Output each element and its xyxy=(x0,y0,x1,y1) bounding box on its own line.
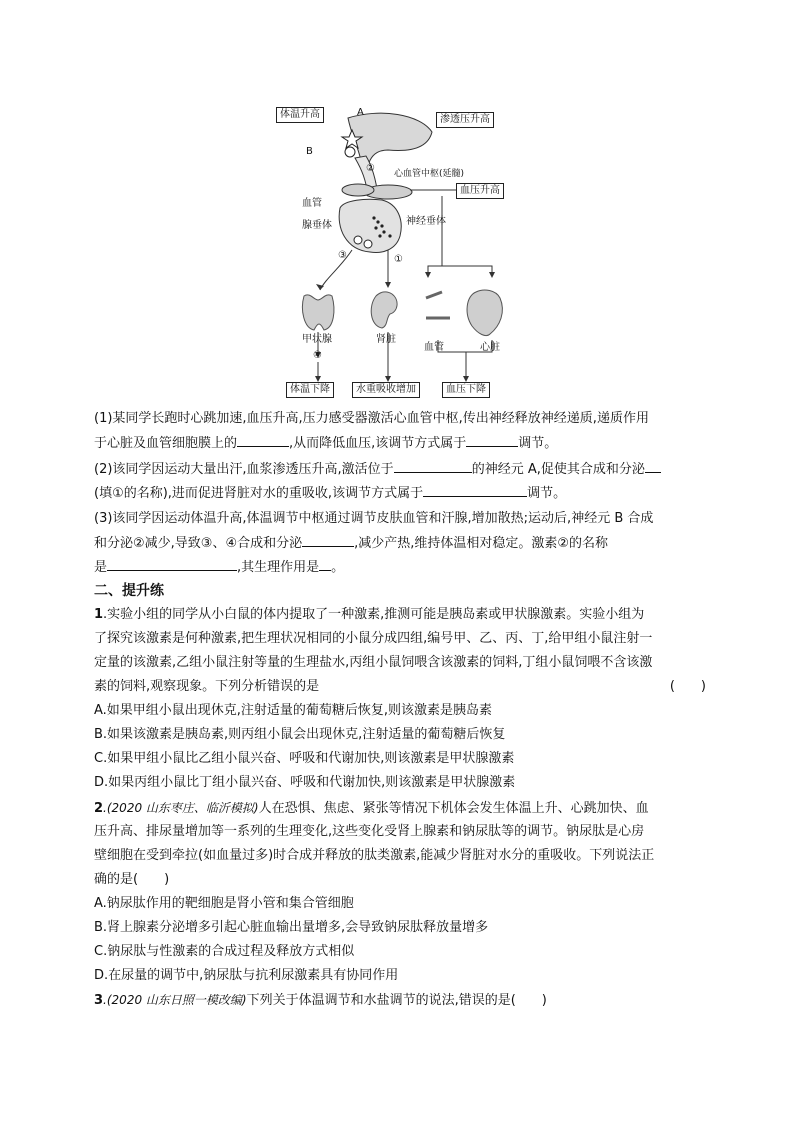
label-heart: 心脏 xyxy=(480,342,500,353)
label-hormone-4: ④ xyxy=(313,350,322,361)
label-hormone-2: ② xyxy=(366,163,375,174)
neuron-b xyxy=(345,147,355,157)
q-part1-line7a: 是 xyxy=(94,560,108,575)
answer-blank-3[interactable] xyxy=(394,458,472,473)
label-neuron-a: A xyxy=(357,107,364,118)
vessel-ring xyxy=(342,184,374,196)
gland-cell-1 xyxy=(354,236,362,244)
q1-option-c[interactable]: C.如果甲组小鼠比乙组小鼠兴奋、呼吸和代谢加快,则该激素是甲状腺激素 xyxy=(94,751,515,766)
q1-line4 xyxy=(94,676,706,698)
q1-line3: 定量的该激素,乙组小鼠注射等量的生理盐水,丙组小鼠饲喂含该激素的饲料,丁组小鼠饲喂不含该激 xyxy=(94,655,653,670)
q1-answer-paren[interactable]: ( ) xyxy=(669,679,706,694)
label-kidney: 肾脏 xyxy=(376,334,396,345)
q1-option-b[interactable]: B.如果该激素是胰岛素,则丙组小鼠会出现休克,注射适量的葡萄糖后恢复 xyxy=(94,727,506,742)
answer-blank-1[interactable] xyxy=(237,432,289,447)
vessel-shape xyxy=(426,292,450,318)
q2-option-a[interactable]: A.钠尿肽作用的靶细胞是肾小管和集合管细胞 xyxy=(94,896,354,911)
q-part1-line2b: ,从而降低血压,该调节方式属于 xyxy=(289,436,467,451)
label-cv-center: 心血管中枢(延髓) xyxy=(394,169,465,179)
q1-line4-text: 素的饲料,观察现象。下列分析错误的是 xyxy=(94,679,320,694)
q-part1-line4b: 调节。 xyxy=(527,486,567,501)
box-osmotic-up: 渗透压升高 xyxy=(436,112,494,128)
q2-source: .(2020 山东枣庄、临沂模拟) xyxy=(103,801,259,815)
q-part1-line4 xyxy=(94,482,706,505)
q-part1-line7 xyxy=(94,556,706,579)
box-body-temp-up: 体温升高 xyxy=(276,107,324,123)
label-adenohypophysis: 腺垂体 xyxy=(302,220,332,231)
q1-number: 1 xyxy=(94,607,104,622)
diagram-drawing xyxy=(270,100,510,400)
q1-option-d[interactable]: D.如果丙组小鼠比丁组小鼠兴奋、呼吸和代谢加快,则该激素是甲状腺激素 xyxy=(94,775,516,790)
q2-option-b[interactable]: B.肾上腺素分泌增多引起心脏血输出量增多,会导致钠尿肽释放量增多 xyxy=(94,920,489,935)
q-part1-line2 xyxy=(94,432,706,455)
q-part1-line3a: (2)该同学因运动大量出汗,血浆渗透压升高,激活位于 xyxy=(94,462,394,477)
box-water-reabsorb: 水重吸收增加 xyxy=(352,382,420,398)
label-vessel: 血管 xyxy=(424,342,444,353)
label-hormone-3: ③ xyxy=(338,250,347,261)
q-part1-line4a: (填①的名称),进而促进肾脏对水的重吸收,该调节方式属于 xyxy=(94,486,424,501)
answer-blank-7[interactable] xyxy=(107,556,237,571)
q3-source: .(2020 山东日照一模改编) xyxy=(103,993,247,1007)
q-part1-line1: (1)某同学长跑时心跳加速,血压升高,压力感受器激活心血管中枢,传出神经释放神经递质,递质作用 xyxy=(94,411,649,426)
box-bp-up: 血压升高 xyxy=(456,183,504,199)
q-part1-line3 xyxy=(94,458,706,481)
q-part1-line7c: 。 xyxy=(331,560,345,575)
label-neuron-b: B xyxy=(306,146,313,157)
q2-line2: 压升高、排尿量增加等一系列的生理变化,这些变化受肾上腺素和钠尿肽等的调节。钠尿肽是心房 xyxy=(94,824,645,839)
kidney-shape xyxy=(371,292,397,328)
q-part1-line6 xyxy=(94,532,706,555)
q-part1-line3b: 的神经元 A,促使其合成和分泌 xyxy=(471,462,645,477)
label-vessel-left: 血管 xyxy=(302,198,322,209)
q-part1-line5: (3)该同学因运动体温升高,体温调节中枢通过调节皮肤血管和汗腺,增加散热;运动后,神经元 B 合成 xyxy=(94,511,654,526)
q2-line4: 确的是( ) xyxy=(94,872,170,887)
label-hormone-1: ① xyxy=(394,254,403,265)
q1-line2: 了探究该激素是何种激素,把生理状况相同的小鼠分成四组,编号甲、乙、丙、丁,给甲组小鼠注射一 xyxy=(94,631,653,646)
q2-line3: 壁细胞在受到牵拉(如血量过多)时合成并释放的肽类激素,能减少肾脏对水分的重吸收。下列说法正 xyxy=(94,848,655,863)
gland-cell-2 xyxy=(364,240,372,248)
arrow-heads xyxy=(315,272,495,382)
q1-line1-text: .实验小组的同学从小白鼠的体内提取了一种激素,推测可能是胰岛素或甲状腺激素。实验小组为 xyxy=(103,607,645,622)
q2-option-d[interactable]: D.在尿量的调节中,钠尿肽与抗利尿激素具有协同作用 xyxy=(94,968,399,983)
thyroid-shape xyxy=(302,295,333,330)
q1-option-a[interactable]: A.如果甲组小鼠出现休克,注射适量的葡萄糖后恢复,则该激素是胰岛素 xyxy=(94,703,493,718)
hormone-regulation-diagram xyxy=(270,100,510,400)
box-temp-down: 体温下降 xyxy=(286,382,334,398)
answer-blank-5[interactable] xyxy=(423,482,527,497)
q-part1-line7b: ,其生理作用是 xyxy=(237,560,320,575)
q-part1-line6a: 和分泌②减少,导致③、④合成和分泌 xyxy=(94,536,303,551)
q3-line1-text: 下列关于体温调节和水盐调节的说法,错误的是( ) xyxy=(246,993,547,1008)
heart-shape xyxy=(467,290,502,336)
answer-blank-2[interactable] xyxy=(466,432,518,447)
answer-blank-4[interactable] xyxy=(645,458,661,473)
section-title: 二、提升练 xyxy=(94,583,164,599)
q-part1-line6b: ,减少产热,维持体温相对稳定。激素②的名称 xyxy=(354,536,609,551)
q3-line1 xyxy=(94,989,706,1012)
q-part1-line2c: 调节。 xyxy=(518,436,558,451)
label-thyroid: 甲状腺 xyxy=(302,334,332,345)
q1-line1 xyxy=(94,604,706,626)
q2-line1-text: 人在恐惧、焦虑、紧张等情况下机体会发生体温上升、心跳加快、血 xyxy=(258,801,649,816)
answer-blank-8[interactable] xyxy=(319,556,331,571)
answer-blank-6[interactable] xyxy=(302,532,354,547)
box-bp-down: 血压下降 xyxy=(442,382,490,398)
q2-option-c[interactable]: C.钠尿肽与性激素的合成过程及释放方式相似 xyxy=(94,944,355,959)
q-part1-line2a: 于心脏及血管细胞膜上的 xyxy=(94,436,238,451)
q2-number: 2 xyxy=(94,801,104,816)
label-neurohypophysis: 神经垂体 xyxy=(406,216,446,227)
q2-line1 xyxy=(94,797,706,820)
q3-number: 3 xyxy=(94,993,104,1008)
